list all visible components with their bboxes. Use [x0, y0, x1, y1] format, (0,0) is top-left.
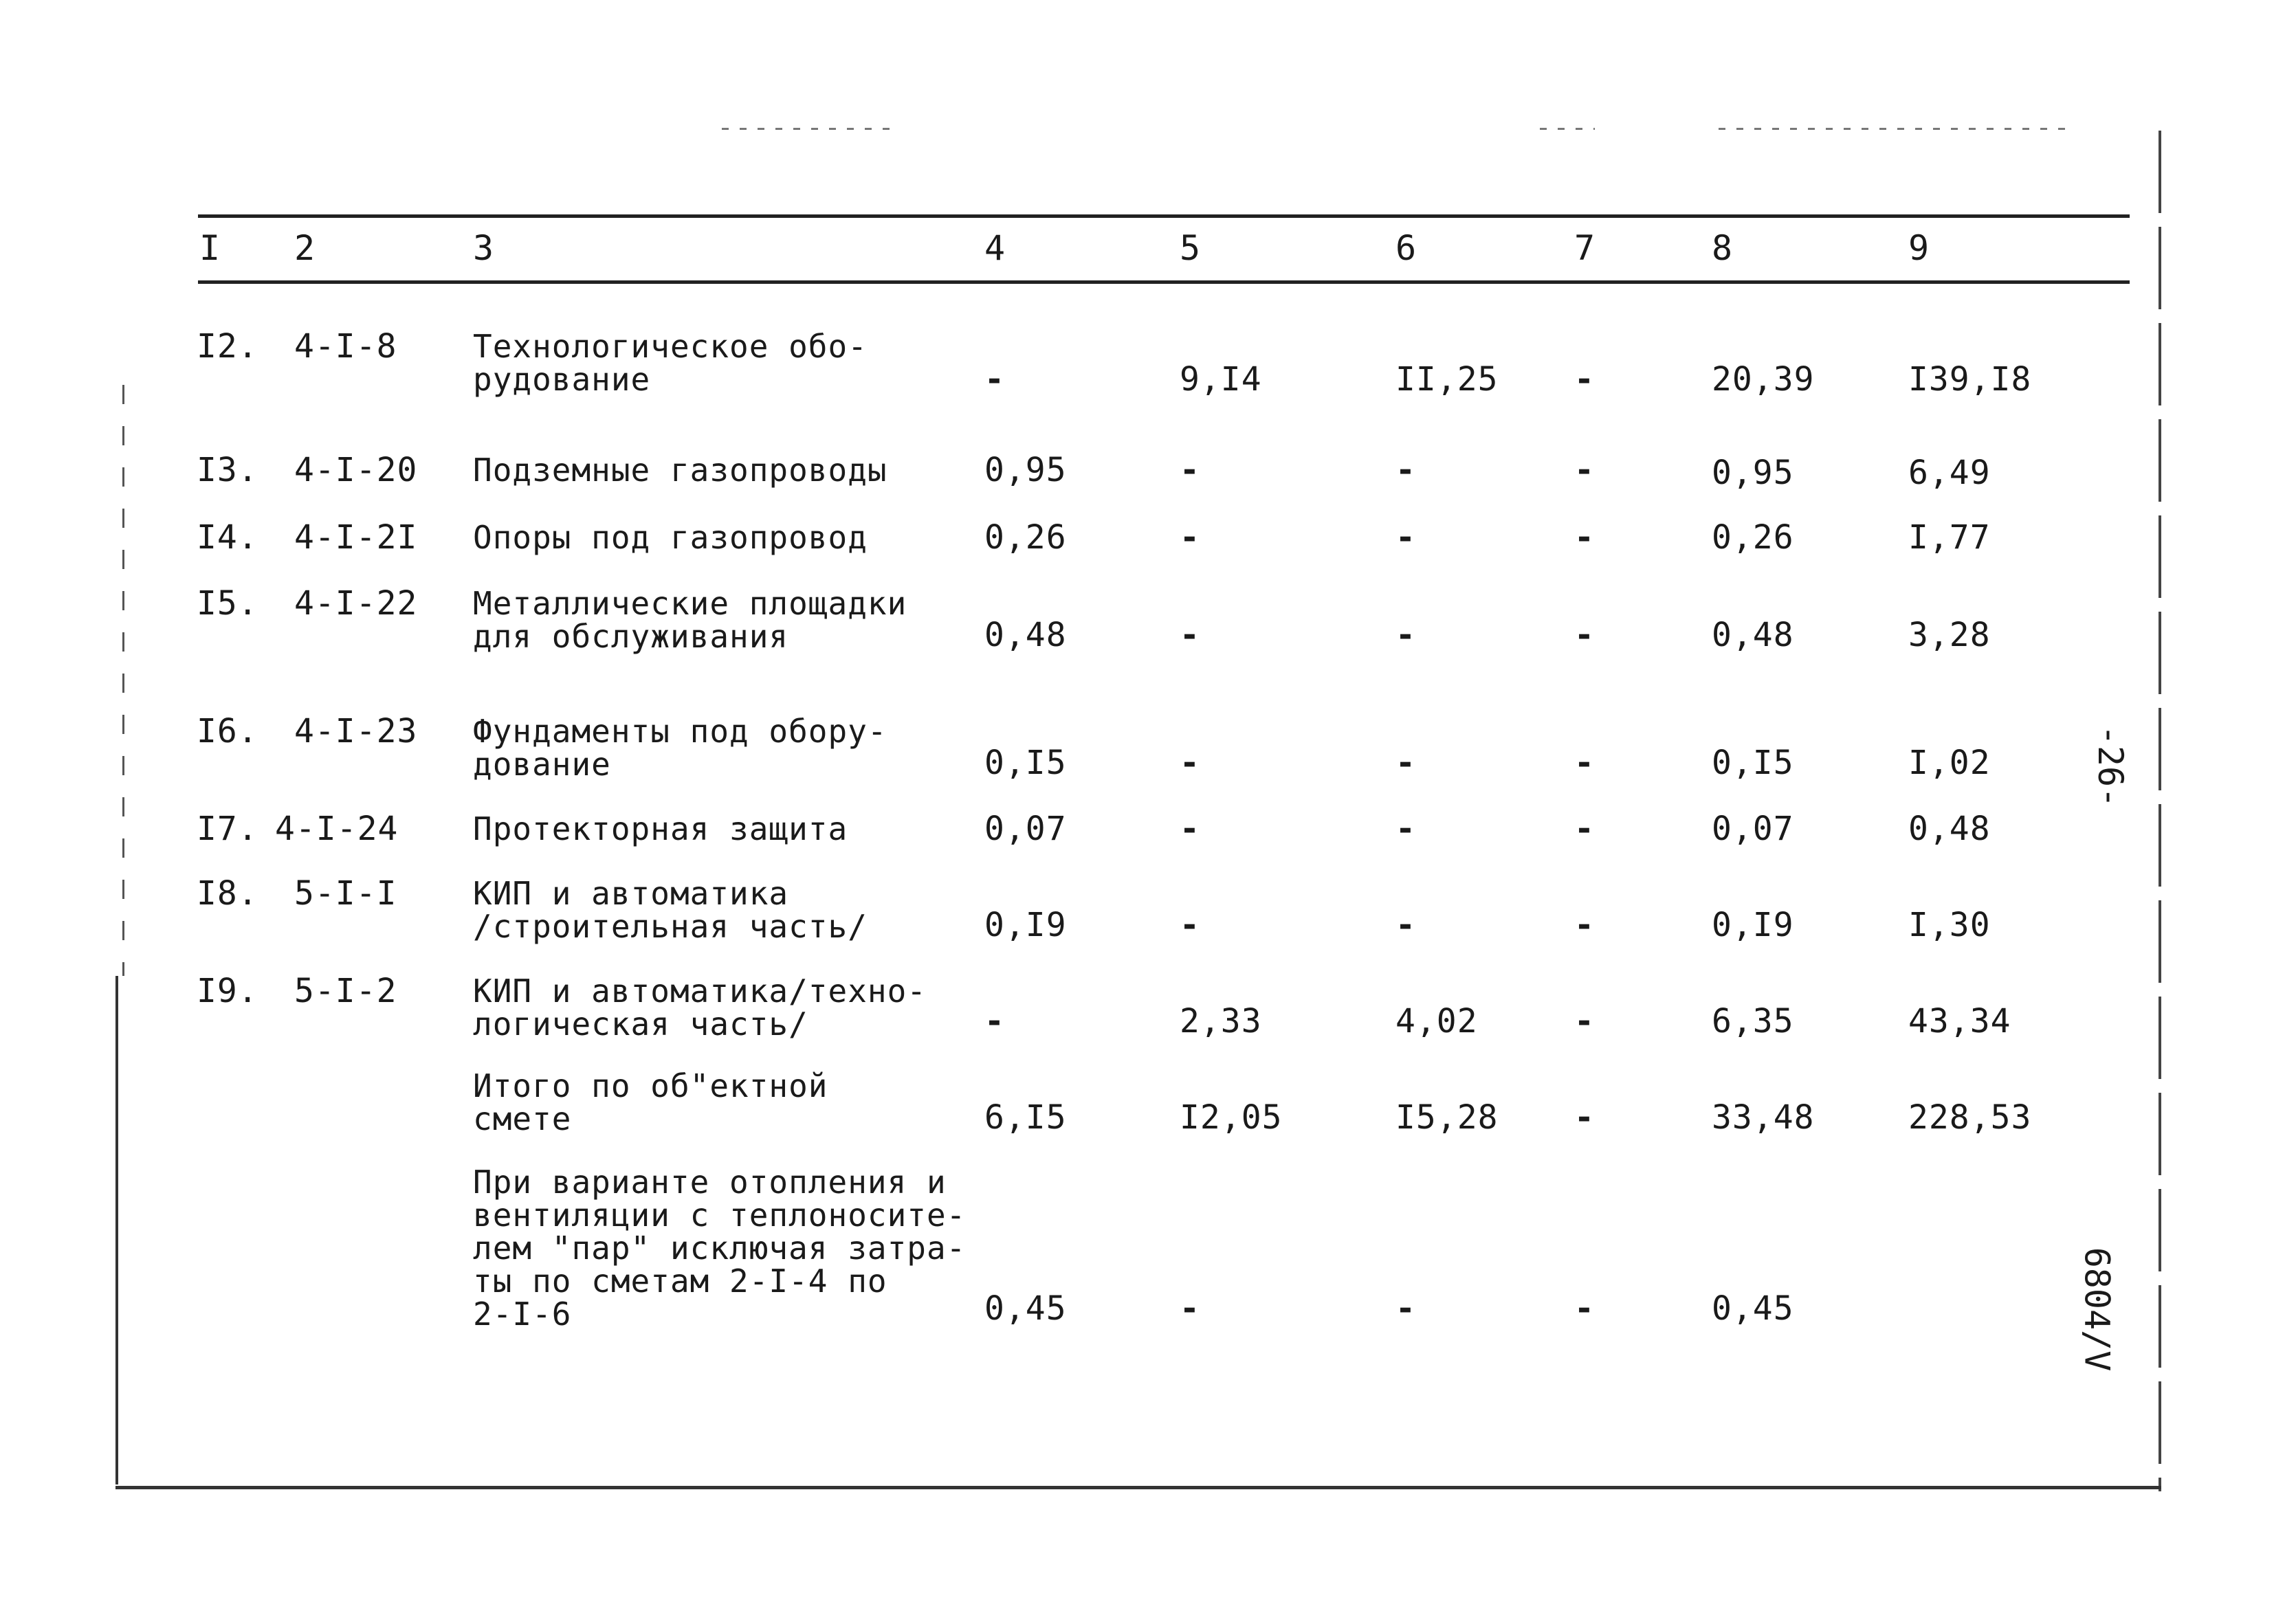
col-7-value: -: [1574, 518, 1595, 557]
col-7-value: -: [1574, 451, 1595, 489]
item-description: Технологическое обо- рудование: [473, 328, 868, 398]
header-col-2: 2: [294, 228, 316, 268]
col-9-value: 6,49: [1908, 454, 1991, 492]
item-description: Подземные газопроводы: [473, 452, 887, 489]
col-9-value: I,02: [1908, 744, 1991, 782]
col-9-value: 43,34: [1908, 1002, 2011, 1041]
row-number: I8.: [197, 874, 258, 913]
estimate-code: 4-I-8: [294, 327, 397, 366]
header-col-6: 6: [1395, 228, 1417, 268]
col-5-value: -: [1180, 744, 1200, 782]
top-scan-mark: [722, 128, 901, 130]
col-5-value: I2,05: [1180, 1098, 1283, 1137]
row-number: I6.: [197, 712, 258, 750]
col-6-value: 4,02: [1395, 1002, 1478, 1041]
item-description: Металлические площадки для обслуживания: [473, 585, 907, 655]
col-7-value: -: [1574, 616, 1595, 654]
estimate-code: 4-I-20: [294, 451, 418, 489]
col-4-value: 0,I5: [984, 744, 1067, 782]
frame-left-dashed-line: [122, 385, 124, 976]
frame-right-line: [2159, 131, 2161, 1491]
row-number: I2.: [197, 327, 258, 366]
col-7-value: -: [1574, 906, 1595, 944]
col-6-value: I5,28: [1395, 1098, 1499, 1137]
col-9-value: I,77: [1908, 518, 1991, 557]
col-4-value: 0,48: [984, 616, 1067, 654]
col-7-value: -: [1574, 810, 1595, 848]
col-9-value: 0,48: [1908, 810, 1991, 848]
col-4-value: -: [984, 360, 1005, 399]
col-5-value: -: [1180, 616, 1200, 654]
col-7-value: -: [1574, 1289, 1595, 1328]
item-description: КИП и автоматика /строительная часть/: [473, 875, 868, 945]
col-4-value: 0,95: [984, 451, 1067, 489]
col-8-value: 0,48: [1712, 616, 1794, 654]
col-6-value: -: [1395, 744, 1416, 782]
row-number: I4.: [197, 518, 258, 557]
row-number: I5.: [197, 584, 258, 623]
frame-left-line: [115, 976, 118, 1484]
col-8-value: 0,95: [1712, 454, 1794, 492]
estimate-code: 4-I-2I: [294, 518, 418, 557]
item-description: Протекторная защита: [473, 810, 848, 847]
col-6-value: -: [1395, 616, 1416, 654]
header-col-7: 7: [1574, 228, 1596, 268]
col-5-value: -: [1180, 906, 1200, 944]
header-col-5: 5: [1180, 228, 1201, 268]
col-9-value: 228,53: [1908, 1098, 2032, 1137]
col-5-value: -: [1180, 518, 1200, 557]
col-4-value: 0,26: [984, 518, 1067, 557]
estimate-code: 4-I-23: [294, 712, 418, 750]
col-4-value: 6,I5: [984, 1098, 1067, 1137]
header-col-3: 3: [473, 228, 494, 268]
item-description: Фундаменты под обору- дование: [473, 713, 887, 783]
col-7-value: -: [1574, 360, 1595, 399]
item-description: Итого по об"ектной смете: [473, 1067, 828, 1137]
col-8-value: 33,48: [1712, 1098, 1815, 1137]
col-9-value: I,30: [1908, 906, 1991, 944]
estimate-code: 4-I-22: [294, 584, 418, 623]
col-8-value: 0,26: [1712, 518, 1794, 557]
col-6-value: -: [1395, 810, 1416, 848]
col-9-value: 3,28: [1908, 616, 1991, 654]
col-8-value: 0,45: [1712, 1289, 1794, 1328]
col-6-value: -: [1395, 906, 1416, 944]
col-8-value: 0,I5: [1712, 744, 1794, 782]
frame-bottom-line: [115, 1486, 2161, 1489]
col-8-value: 0,07: [1712, 810, 1794, 848]
table-header-rule: [198, 280, 2130, 284]
col-7-value: -: [1574, 1002, 1595, 1041]
col-7-value: -: [1574, 744, 1595, 782]
col-5-value: 2,33: [1180, 1002, 1262, 1041]
col-6-value: -: [1395, 1289, 1416, 1328]
col-5-value: -: [1180, 451, 1200, 489]
document-code: 6804/V: [2077, 1247, 2117, 1372]
row-number: I3.: [197, 451, 258, 489]
col-6-value: -: [1395, 451, 1416, 489]
col-4-value: -: [984, 1002, 1005, 1041]
page-number: -26-: [2090, 724, 2131, 808]
col-6-value: II,25: [1395, 360, 1499, 399]
estimate-code: 5-I-I: [294, 874, 397, 913]
top-scan-mark: [1540, 128, 1595, 130]
header-col-1: I: [199, 228, 221, 268]
col-4-value: 0,07: [984, 810, 1067, 848]
header-col-8: 8: [1712, 228, 1733, 268]
col-8-value: 20,39: [1712, 360, 1815, 399]
item-description: КИП и автоматика/техно- логическая часть/: [473, 972, 927, 1043]
row-number: I7.: [197, 810, 258, 848]
header-col-9: 9: [1908, 228, 1930, 268]
col-9-value: I39,I8: [1908, 360, 2032, 399]
col-4-value: 0,I9: [984, 906, 1067, 944]
estimate-code: 4-I-24: [275, 810, 399, 848]
col-8-value: 6,35: [1712, 1002, 1794, 1041]
col-5-value: 9,I4: [1180, 360, 1262, 399]
col-5-value: -: [1180, 1289, 1200, 1328]
col-7-value: -: [1574, 1098, 1595, 1137]
table-top-rule: [198, 214, 2130, 218]
item-description: При варианте отопления и вентиляции с теплоносите- лем "пар" исключая затра- ты по сметам 2-I-4 по 2-I-6: [473, 1164, 967, 1333]
col-6-value: -: [1395, 518, 1416, 557]
item-description: Опоры под газопровод: [473, 519, 868, 556]
header-col-4: 4: [984, 228, 1006, 268]
estimate-code: 5-I-2: [294, 972, 397, 1010]
col-5-value: -: [1180, 810, 1200, 848]
col-8-value: 0,I9: [1712, 906, 1794, 944]
top-scan-mark: [1719, 128, 2076, 130]
row-number: I9.: [197, 972, 258, 1010]
col-4-value: 0,45: [984, 1289, 1067, 1328]
